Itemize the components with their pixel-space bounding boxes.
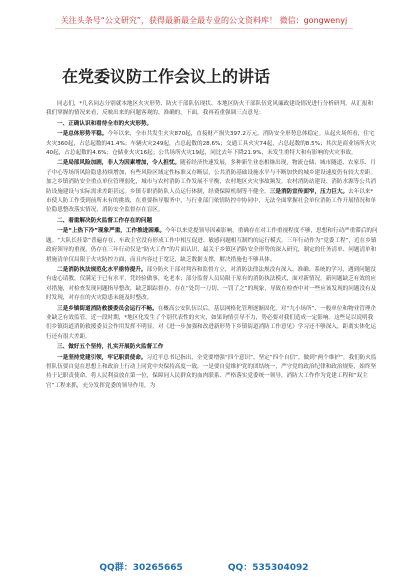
section-2-point-3-text: 在概高公安队伍以后，基层网格化管理逐渐固化，对“九小场所”、一般单位和物业管理企业缺乏有效监管，近一段时期，*地区化发生了个别代表性的火灾，如果询情引导不力，势必要对我们造成一定影响。这些足以说明我们乡镇街道消防救援委员会作用发挥不明显，对《进一步加强和改进新形势下乡镇街道消防工作意见》学习还不够深入，距离实体化运行还有很大差距。 [46,305,377,340]
section-1-paragraph-1 [46,130,378,158]
section-2-heading: 二、着重解决防火监督工作存在的问题 [57,217,153,224]
section-2-point-1-label: 一是“上热下冷”现象严重，工作推进困难。 [57,228,166,235]
section-2-point-2-text: 部分防火干部对判容和监督方立，对消防法律法规没有深入、准确、系统的学习，遇到问题没有虚心请教，仅满足于已有水平，凭经验做事，吃老本；部分监督人员局限于原有的消防执法模式，面对新情况，新问题缺乏有效的应对措施，对检查发现问题指导整改，缺乏跟踪督办，存在“处罚一刀切、一罚了之”的现象，导致在检查中对一些应该发现的问题没有及时发现，对存在的火灾隐患未能及时整改。 [46,266,377,302]
section-1-point-2-label: 二是局部风险加剧，非人为因素增加，令人担忧。 [57,160,181,167]
document-title: 在党委议防工作会议上的讲话 [62,67,271,86]
section-2-paragraph-2 [46,266,378,304]
section-1-point-1-text: 今年以来，全市共发生火灾870起，直接财产损失397.2万元，消防安全形势总体稳定。从起火场所看，住宅火灾360起，占总起数的41.4%；车辆火灾249起，占总起数的28.6%；交通工具火灾74起，占总起数的8.5%；其次是商业场所火灾40起，占总起数的4.6%；仓储业火灾16起；公共场所火灾19起，同比去年下降21.9%，未发生重特大和有影响的火灾事故。 [46,131,376,157]
section-3-heading: 三、做好五个坚持，扎实开展防火监督工作 [57,344,164,351]
section-2-point-1-text: 今年以来党提领导因素影响，重确存在对工作重视程度不够，思想和行动严重滞后的问题。“大队长挂靠”普遍存在，车政主官没有形成工作中相互促进、敏感问题相互制约的运行模式。三年行动作为“党委工程”，近在乡镇政府领导的重视，仍存在三年行动仅是“防火工作”的片面认识，最关于乡镇区消防安全形势的深入研究，制定的任务清单、问题清单和措施清单仅局限于火灾防控方面，而且内容过于宽泛，缺乏数据支撑，解决措施也不够具体。 [46,228,378,263]
footer-qq-group: QQ群：30265665 [99,563,183,573]
section-1-heading: 一、正确认识和看待全市的火灾形势。 [57,120,153,127]
document-body [46,100,378,392]
section-3-point-1-label: 一是坚持党建引领，牢记职责使命。 [57,354,147,361]
footer-contact [0,555,408,571]
section-1-point-2-text: 随着经济快速发展，多种新生业态相继出现，物流仓储、城市隧道、农家乐、月子中心等场所风险隐患持续增加，有些风险区域定性标准又存断层，公共消防基础设施水平与不断加快的城乡建设速度仍有较大差距。加之乡镇消防安全重点单位管理弱化，城市与农村消防工作发展不平衡，农村地区火灾事故频发。农村消防站建设、消防水源等公共消防设施建设与实际需求差距甚远。乡镇专职消防队人员运行体制，经费保障机制等不健全。 [46,160,377,195]
section-1-point-3-text: 去年以来*市使人防工作受到前所未有的挑战，在重要指导服务中，与行业部门依情防控中协同中，无法全面掌握社会单位消防工作开展情况和单位隐患整改落实情况，消防安全监督存在盲区。 [46,188,377,214]
section-1-point-3-label: 三是消防宣传面窄，压力巨大。 [269,188,349,195]
section-3-point-1-text: 习近平总书记指出，全党要增强“四个意识”、坚定“四个自信”，做到“两个维护”。我们防火监督队伍要自觉在思想上和政治上行动上同党中央保持高度一致，一是要自觉维护党的团结统一，严守党的政治纪律和政治规矩，始终坚持于记职责使命，将人民利益放在第一位，保障同人民群众的血肉联系、严格落实党委统一领导，消防大工作作为党建工程和“双主官”工程来抓，充分发挥党委的领导作用，为 [46,354,377,389]
banner-text: 关注头条号“公文研究”，获得最新最全最专业的公文资料库！ 微信：gongwenyj [55,14,353,29]
intro-paragraph: 同志们，*几名同志分别就本地区火灾形势、防火干部队伍现状、本地区防火干部队伍党风廉政建设情况进行分析研判，从汇报和我们掌握的情况来看，反映出来的问题客观的、准确的。下面，我再着重强调三点意见： [46,101,374,117]
section-3-paragraph-1 [46,354,378,392]
section-1-point-1-label: 一是总体形势平稳。 [57,131,108,138]
footer-qq: QQ：535304092 [227,563,309,573]
section-2-point-3-label: 三是乡镇街道消防救援委员会运行不畅。 [57,305,158,312]
section-2-paragraph-3 [46,305,378,343]
header-banner [0,8,408,24]
section-1-paragraph-2 [46,159,378,215]
section-2-paragraph-1 [46,227,378,265]
section-2-point-2-label: 二是消防执法规范化水平亟待提升。 [57,266,147,273]
